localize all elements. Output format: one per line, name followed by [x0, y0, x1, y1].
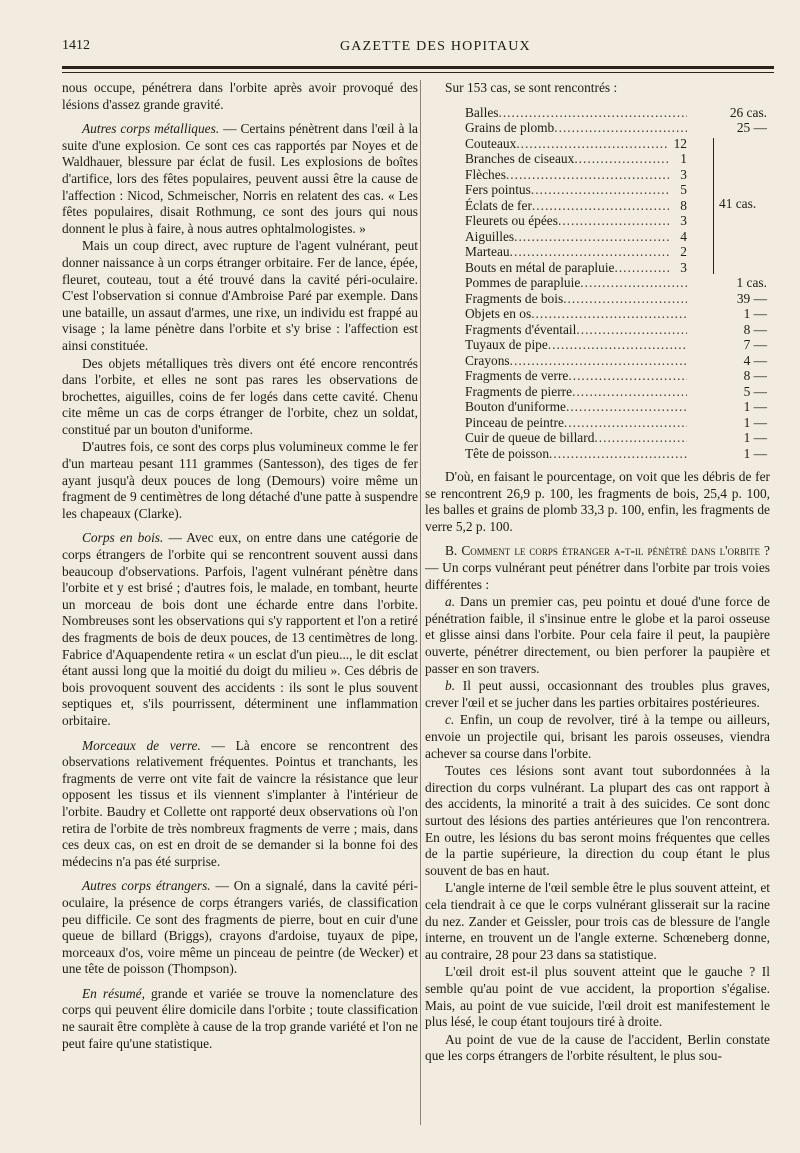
stats-value: 39 — — [736, 290, 767, 306]
stats-row — [465, 213, 767, 229]
page-header — [62, 38, 775, 62]
right-column — [425, 80, 770, 1065]
stats-label: Balles — [465, 104, 499, 120]
stats-row — [465, 120, 767, 136]
stats-value: 5 — — [743, 383, 767, 399]
stats-label: Aiguilles — [465, 228, 515, 244]
paragraph: Mais un coup direct, avec rupture de l'agent vulnérant, peut donner naissance à un corps étranger orbitaire. Fer de lance, épée, fleuret, couteau, tout a été trouvé dans la cavité péri-oculaire. C'est l'observation si connue d'Ambroise Paré par exemple. Dans une bataille, un assaut d'armes, une rixe, un individu est frappé au visage ; la lame pénètre dans l'orbite et s'y brise : l'affection est ainsi constituée. — [62, 238, 418, 353]
stats-row — [465, 260, 767, 276]
section-heading: En résumé, — [82, 985, 145, 1001]
paragraph-text: grande et variée se trouve la nomenclature des corps qui peuvent élire domicile dans l'orbite ; toute classification ne saurait être complète à cause de la trop grande variété et l'on ne peut faire qu'une statistique. — [62, 985, 418, 1051]
paragraph — [425, 543, 770, 593]
paragraph — [62, 121, 418, 237]
paragraph — [62, 986, 418, 1052]
stats-count: 3 — [680, 166, 687, 182]
stats-value: 8 — — [743, 368, 767, 384]
header-rule — [62, 66, 774, 69]
header-rule-thin — [62, 72, 774, 73]
paragraph-text: — Un corps vulnérant peut pénétrer dans l'orbite par trois voies différentes : — [425, 560, 770, 592]
stats-value: 1 — — [743, 306, 767, 322]
paragraph-text: — On a signalé, dans la cavité péri-oculaire, la présence de corps étrangers variés, de classification peu difficile. Ce sont des fragments de pierre, bout en cuir d'une queue de billard (Briggs), crayons d'ardoise, tuyaux de pipe, morceaux d'os, voire même un pinceau de peintre (de Wecker) et une tête de poisson (Thompson). — [62, 878, 419, 977]
paragraph-text: Il peut aussi, occasionnant des troubles plus graves, crever l'œil et se jucher dans les parties orbitaires postérieures. — [425, 678, 770, 710]
stats-row — [465, 322, 767, 338]
paragraph — [425, 712, 770, 762]
stats-value: 25 — — [736, 120, 767, 136]
stats-row — [465, 105, 767, 121]
stats-row — [465, 275, 767, 291]
stats-label: Flèches — [465, 166, 506, 182]
stats-value: 1 — — [743, 445, 767, 461]
stats-label: Bouts en métal de parapluie — [465, 259, 615, 275]
stats-value: 26 cas. — [729, 104, 767, 120]
stats-row — [465, 415, 767, 431]
paragraph: L'œil droit est-il plus souvent atteint que le gauche ? Il semble qu'au point de vue accident, la proportion s'égalise. Mais, au point de vue suicide, l'œil droit est manifestement le plus lésé, le coup étant toujours tiré à droite. — [425, 964, 770, 1030]
stats-label: Pinceau de peintre — [465, 414, 564, 430]
page-number: 1412 — [62, 38, 90, 53]
stats-row — [465, 306, 767, 322]
stats-row — [465, 291, 767, 307]
stats-row — [465, 430, 767, 446]
stats-intro: Sur 153 cas, se sont rencontrés : — [445, 80, 618, 95]
stats-value: 4 — — [743, 352, 767, 368]
stats-row — [465, 229, 767, 245]
paragraph: Au point de vue de la cause de l'accident, Berlin constate que les corps étrangers de l'orbite résultent, le plus sou- — [425, 1031, 770, 1064]
stats-row — [465, 136, 767, 152]
paragraph — [62, 878, 418, 978]
stats-label: Branches de ciseaux — [465, 151, 575, 167]
paragraph — [62, 738, 418, 871]
stats-label: Fleurets ou épées — [465, 213, 558, 229]
paragraph — [62, 530, 418, 729]
stats-label: Couteaux — [465, 135, 517, 151]
stats-label: Cuir de queue de billard — [465, 430, 595, 446]
item-marker: c. — [445, 712, 455, 728]
stats-label: Tuyaux de pipe — [465, 337, 548, 353]
stats-label: Éclats de fer — [465, 197, 532, 213]
paragraph: nous occupe, pénétrera dans l'orbite après avoir provoqué des lésions d'assez grande gravité. — [62, 80, 418, 112]
stats-value: 1 — — [743, 430, 767, 446]
paragraph: D'autres fois, ce sont des corps plus volumineux comme le fer d'un marteau pesant 111 grammes (Santesson), des tiges de fer ayant jusqu'à deux pouces de long (Demours) voire même un fragment de 9 centimètres de long détaché d'une patte à suspendre les chapeaux (Clarke). — [62, 439, 418, 521]
group-total: 41 cas. — [719, 195, 757, 211]
section-heading: Morceaux de verre. — [82, 737, 201, 753]
stats-label: Grains de plomb — [465, 120, 555, 136]
stats-label: Fers pointus — [465, 182, 531, 198]
paragraph: Toutes ces lésions sont avant tout subordonnées à la direction du corps vulnérant. La plupart des cas ont rapport à des accidents, la minorité a trait à des suicides. Ce sont donc surtout des lésions des parties antérieures que l'on rencontrera. En outre, les lésions du bas seront moins fréquentes que celles de la partie supérieure, la direction du coup étant le plus souvent de bas en haut. — [425, 763, 770, 878]
paragraph: Des objets métalliques très divers ont été encore rencontrés dans l'orbite, et elles ne sont pas rares les observations de brochettes, aiguilles, coins de fer logés dans cette cavité. Chenu cite même un cas de corps étranger de l'orbite, chez un soldat, constitué par un bouton d'uniforme. — [62, 355, 418, 437]
paragraph-text: Dans un premier cas, peu pointu et doué d'une force de pénétration faible, il s'insinue entre le globe et la paroi osseuse et glisse ainsi dans l'orbite. Pour cela faire il peut, la paupière ouverte, pénétrer directement, ou bien perforer la paupière et passer en son travers. — [425, 594, 770, 676]
running-title: GAZETTE DES HOPITAUX — [340, 39, 531, 54]
section-heading: Autres corps métalliques. — [82, 121, 220, 137]
stats-label: Crayons — [465, 352, 510, 368]
section-heading: Corps en bois. — [82, 530, 164, 546]
stats-label: Fragments de pierre — [465, 383, 573, 399]
stats-row — [465, 167, 767, 183]
paragraph-text: Enfin, un coup de revolver, tiré à la tempe ou ailleurs, envoie un projectile qui, brisant les parois osseuses, viendra achever sa course dans l'orbite. — [425, 712, 770, 761]
paragraph: L'angle interne de l'œil semble être le plus souvent atteint, et cela tiendrait à ce que le corps vulnérant glisserait sur la racine du nez. Zander et Geissler, pour trois cas de blessure de l'angle interne, en trouvent un de l'angle externe. Schœneberg donne, au contraire, 28 pour 23 dans sa statistique. — [425, 880, 770, 962]
stats-label: Tête de poisson — [465, 445, 550, 461]
stats-label: Fragments d'éventail — [465, 321, 577, 337]
stats-count: 8 — [680, 197, 687, 213]
stats-row — [465, 446, 767, 462]
stats-value: 1 — — [743, 414, 767, 430]
item-marker: a. — [445, 594, 456, 610]
stats-row — [465, 353, 767, 369]
stats-row — [465, 384, 767, 400]
stats-count: 12 — [673, 135, 687, 151]
paragraph: D'où, en faisant le pourcentage, on voit que les débris de fer se rencontrent 26,9 p. 100, les fragments de bois, 25,4 p. 100, les balles et grains de plomb 33,3 p. 100, enfin, les fragments de verre 5,2 p. 100. — [425, 469, 770, 534]
stats-count: 3 — [680, 259, 687, 275]
statistics-table — [465, 105, 767, 462]
stats-value: 7 — — [743, 337, 767, 353]
stats-value: 8 — — [743, 321, 767, 337]
item-marker: b. — [445, 678, 456, 694]
stats-label: Fragments de bois — [465, 290, 564, 306]
stats-value: 1 — — [743, 399, 767, 415]
section-heading: Autres corps étrangers. — [82, 878, 211, 894]
stats-label: Pommes de parapluie — [465, 275, 581, 291]
stats-value: 1 cas. — [736, 275, 767, 291]
stats-row — [465, 337, 767, 353]
stats-row — [465, 399, 767, 415]
stats-row — [465, 151, 767, 167]
column-divider — [420, 80, 421, 1125]
stats-label: Fragments de verre — [465, 368, 569, 384]
stats-count: 4 — [680, 228, 687, 244]
stats-count: 2 — [680, 244, 687, 260]
stats-label: Bouton d'uniforme — [465, 399, 566, 415]
paragraph-text: — Certains pénètrent dans l'œil à la suite d'une explosion. Ce sont ces cas rapportés par Noyes et de Waldhauer, blessure par éclat de fusil. Les explosions de boîtes d'artifice, lors des fêtes populaires, peuvent aussi être la cause de l'affection : Nicod, Schmeischer, Norris en relatent des cas. « Les fêtes populaires, disait Rothmung, ce sont des jours qui nous donnent le plus à faire, à nous autres ophtalmologistes. » — [62, 121, 418, 236]
paragraph — [425, 678, 770, 711]
paragraph-text: — Avec eux, on entre dans une catégorie de corps étrangers de l'orbite qui se rencontrent souvent aussi dans beaucoup d'observations. Parfois, l'agent vulnérant pénètre dans l'orbite et y est brisé ; d'autres fois, le malade, en tombant, heurte un morceau de bois dont une écharde entre dans l'orbite. Nombreuses sont les observations qui s'y rapportent et l'on a retiré des fragments de bois de deux pouces, de 13 centimètres de long. Fabrice d'Aquapendente retira « un esclat d'un pieu..., le dit esclat étant aussi long que la moitié du doigt du milieu ». Ces débris de bois provoquent souvent des accidents : ils sont le plus souvent septiques et, s'ils pourrissent, déterminent une inflammation orbitaire. — [62, 530, 418, 728]
metal-objects-group — [465, 136, 767, 276]
left-column — [62, 80, 418, 1052]
stats-label: Marteau — [465, 244, 510, 260]
stats-row — [465, 368, 767, 384]
paragraph-text: — Là encore se rencontrent des observations relativement fréquentes. Pointus et tranchants, les fragments de verre ont vite fait de vaincre la résistance que leur opposent les tissus et ils viennent s'implanter à l'intérieur de l'orbite. Baudry et Collette ont rapporté deux observations où l'on retira de l'orbite de très nombreux fragments de verre ; mais, dans ces deux cas, on est en droit de se demander si la bonne foi des médecins n'a pas été surprise. — [62, 737, 418, 869]
stats-count: 5 — [680, 182, 687, 198]
stats-count: 3 — [680, 213, 687, 229]
paragraph — [425, 594, 770, 677]
stats-label: Objets en os — [465, 306, 532, 322]
grouping-brace — [709, 138, 714, 274]
stats-row — [465, 244, 767, 260]
stats-count: 1 — [680, 151, 687, 167]
section-heading: B. Comment le corps étranger a-t-il pénétré dans l'orbite ? — [445, 543, 770, 559]
